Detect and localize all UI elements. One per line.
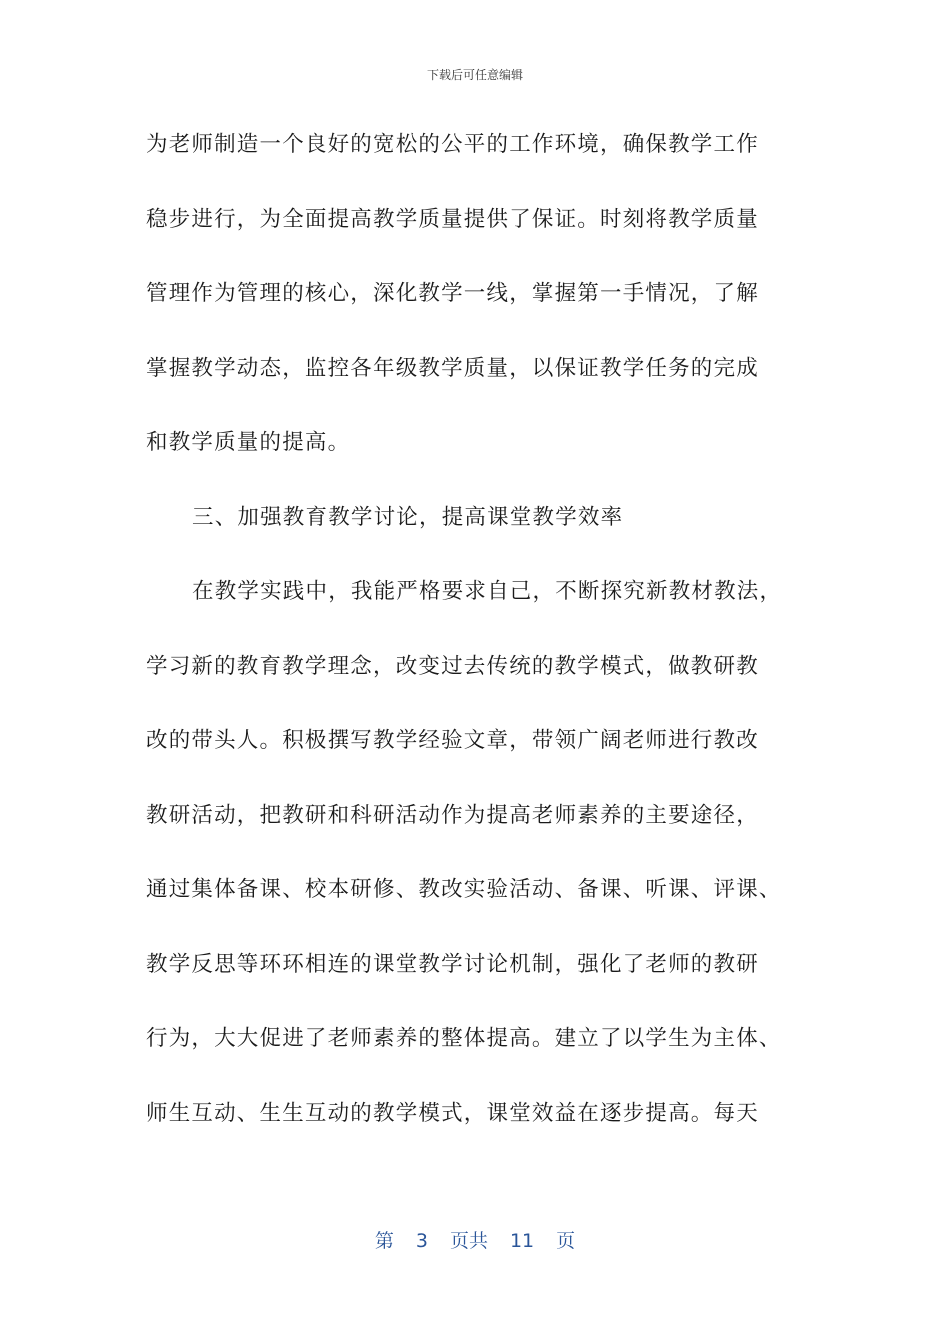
section-heading: 三、加强教育教学讨论，提高课堂教学效率 xyxy=(192,504,624,530)
paragraph-line: 改的带头人。积极撰写教学经验文章，带领广阔老师进行教改 xyxy=(146,728,759,753)
paragraph-line: 教研活动，把教研和科研活动作为提高老师素养的主要途径， xyxy=(146,802,759,828)
page-footer xyxy=(0,1226,950,1253)
paragraph-line: 师生互动、生生互动的教学模式，课堂效益在逐步提高。每天 xyxy=(146,1100,759,1126)
paragraph-line: 管理作为管理的核心，深化教学一线，掌握第一手情况，了解 xyxy=(146,281,759,306)
footer-prefix: 第 xyxy=(374,1230,394,1252)
current-page-number: 3 xyxy=(415,1230,428,1252)
body-text xyxy=(146,124,818,1167)
paragraph-line: 稳步进行，为全面提高教学质量提供了保证。时刻将教学质量 xyxy=(146,206,759,232)
paragraph-line: 通过集体备课、校本研修、教改实验活动、备课、听课、评课、 xyxy=(146,877,782,902)
total-pages-number: 11 xyxy=(509,1230,535,1252)
paragraph-line: 和教学质量的提高。 xyxy=(146,430,351,455)
paragraph-line: 掌握教学动态，监控各年级教学质量，以保证教学任务的完成 xyxy=(146,355,759,381)
footer-middle: 页共 xyxy=(449,1230,488,1252)
paragraph-line: 在教学实践中，我能严格要求自己，不断探究新教材教法， xyxy=(192,579,783,604)
paragraph-line: 行为，大大促进了老师素养的整体提高。建立了以学生为主体、 xyxy=(146,1026,782,1051)
footer-suffix: 页 xyxy=(556,1230,576,1252)
paragraph-line: 教学反思等环环相连的课堂教学讨论机制，强化了老师的教研 xyxy=(146,951,759,977)
paragraph-line: 学习新的教育教学理念，改变过去传统的教学模式，做教研教 xyxy=(146,653,759,679)
paragraph-line: 为老师制造一个良好的宽松的公平的工作环境，确保教学工作 xyxy=(146,132,759,157)
header-note: 下载后可任意编辑 xyxy=(426,68,523,82)
